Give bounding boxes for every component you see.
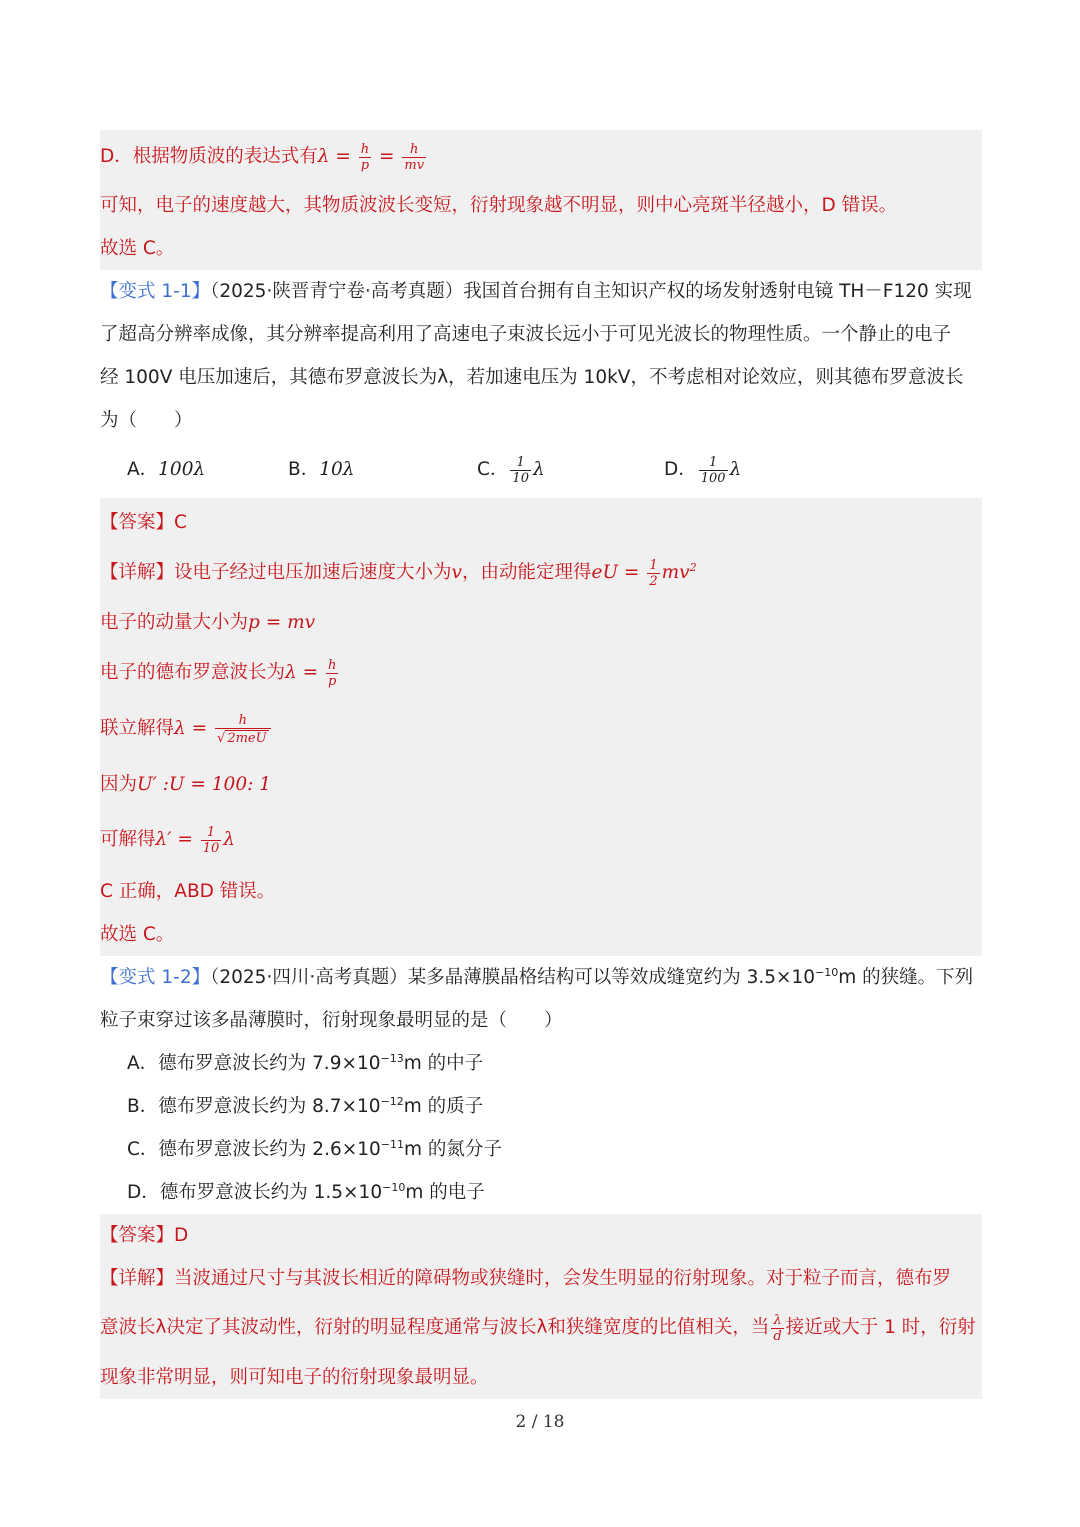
detail-label: 【详解】	[100, 1268, 175, 1289]
detail-line	[100, 598, 982, 648]
fraction-lambda-over-d	[771, 1314, 783, 1343]
lambda-symbol: λ	[317, 146, 330, 167]
numerator: 1	[649, 557, 658, 573]
answer-label: 【答案】	[100, 512, 175, 533]
option-fraction	[699, 456, 728, 485]
fraction-h-over-mv	[402, 143, 426, 172]
conclusion-line: 故选 C。	[100, 238, 175, 259]
answer-block-1-2	[100, 1214, 982, 1399]
math-expr: mv	[661, 562, 690, 583]
question-source: （2025·陕晋青宁卷·高考真题）	[210, 281, 464, 302]
question-stem-line: 经 100V 电压加速后，其德布罗意波长为λ，若加速电压为 10kV，不考虑相对论效应，则其德布罗意波长	[100, 367, 964, 388]
detail-text: 联立解得	[100, 718, 175, 739]
exponent: −10	[382, 1180, 406, 1194]
denominator: 100	[700, 470, 726, 486]
question-tag: 【变式 1-2】	[100, 967, 211, 988]
numerator: h	[402, 143, 426, 158]
math-expr: λ =	[174, 718, 214, 739]
fraction-one-half	[647, 559, 659, 588]
question-stem-line: 粒子束穿过该多晶薄膜时，衍射现象最明显的是（ ）	[100, 1010, 563, 1031]
question-text: m 的狭缝。下列	[838, 967, 974, 988]
sqrt-icon: √	[217, 730, 226, 746]
option-letter: D．	[127, 1182, 160, 1203]
denominator: 10	[202, 840, 220, 856]
option-letter: C．	[127, 1139, 159, 1160]
detail-text: 当波通过尺寸与其波长相近的障碍物或狭缝时，会发生明显的衍射现象。对于粒子而言，德布罗	[174, 1268, 952, 1289]
lambda-symbol: λ	[532, 459, 545, 480]
denominator: p	[360, 157, 370, 173]
denominator: d	[773, 1328, 782, 1344]
explanation-text: D．根据物质波的表达式有	[100, 146, 318, 167]
option-c	[477, 442, 545, 498]
numerator: 1	[699, 456, 728, 471]
detail-line	[100, 760, 982, 810]
detail-line	[100, 810, 982, 870]
equals-sign: =	[329, 146, 357, 167]
exponent: −12	[380, 1094, 404, 1108]
detail-text: 意波长λ决定了其波动性，衍射的明显程度通常与波长λ和狭缝宽度的比值相关，当	[100, 1317, 770, 1338]
option-letter: D．	[664, 459, 697, 480]
option-a	[100, 1042, 982, 1085]
option-letter: B．	[127, 1096, 159, 1117]
math-expr: λ′ =	[155, 829, 199, 850]
detail-line	[100, 648, 982, 698]
numerator: λ	[771, 1314, 783, 1329]
question-stem-line: 了超高分辨率成像，其分辨率提高利用了高速电子束波长远小于可见光波长的物理性质。一个静止的电子	[100, 324, 952, 345]
answer-line	[100, 1214, 982, 1257]
answer-label: 【答案】	[100, 1225, 175, 1246]
denominator	[215, 729, 271, 745]
fraction-one-tenth	[201, 826, 222, 855]
answer-options	[100, 442, 982, 498]
question-source: （2025·四川·高考真题）	[210, 967, 408, 988]
option-c	[100, 1128, 982, 1171]
detail-text: 设电子经过电压加速后速度大小为	[174, 562, 452, 583]
detail-text: 电子的动量大小为	[100, 612, 249, 633]
detail-text: 电子的德布罗意波长为	[100, 662, 286, 683]
option-d-explanation	[100, 130, 982, 184]
math-expr: eU	[591, 562, 619, 583]
answer-block-1-1	[100, 498, 982, 956]
option-value: 10λ	[319, 459, 355, 480]
detail-text: 因为	[100, 774, 138, 795]
detail-line	[100, 698, 982, 760]
question-stem-line: 为（ ）	[100, 410, 193, 431]
lambda-symbol: λ	[729, 459, 742, 480]
equals-sign: =	[373, 146, 401, 167]
lambda-symbol: λ	[223, 829, 235, 850]
exponent: −13	[380, 1051, 404, 1065]
detail-line	[100, 548, 982, 598]
denominator: 10	[512, 470, 529, 486]
numerator: 1	[201, 826, 222, 841]
equals-sign: =	[618, 562, 646, 583]
option-value: 100λ	[158, 459, 206, 480]
option-b	[100, 1085, 982, 1128]
numerator: h	[215, 714, 271, 729]
detail-line: 现象非常明显，则可知电子的衍射现象最明显。	[100, 1367, 489, 1388]
detail-text: 可解得	[100, 829, 156, 850]
previous-solution-block	[100, 130, 982, 270]
numerator: 1	[510, 456, 531, 471]
fraction-h-over-p	[326, 659, 338, 688]
detail-line	[100, 1300, 982, 1356]
math-expr: λ =	[285, 662, 325, 683]
question-text: 某多晶薄膜晶格结构可以等效成缝宽约为 3.5×10	[407, 967, 816, 988]
option-text: m 的质子	[403, 1096, 484, 1117]
conclusion-line: 故选 C。	[100, 924, 175, 945]
question-stem-line	[100, 956, 982, 999]
exponent: −10	[815, 965, 839, 979]
exponent: 2	[689, 560, 697, 574]
option-b	[288, 442, 354, 498]
page-number: 2 / 18	[515, 1412, 565, 1432]
numerator: h	[360, 141, 370, 157]
explanation-line: 可知，电子的速度越大，其物质波波长变短，衍射现象越不明显，则中心亮斑半径越小，D 错误。	[100, 195, 898, 216]
detail-text: 接近或大于 1 时，衍射	[785, 1317, 976, 1338]
option-a	[127, 442, 205, 498]
math-expr: p = mv	[248, 612, 316, 633]
option-text: 德布罗意波长约为 7.9×10	[158, 1053, 381, 1074]
option-fraction	[510, 456, 531, 485]
fraction-h-over-p	[359, 143, 371, 172]
option-letter: A．	[127, 459, 159, 480]
option-d	[100, 1171, 982, 1214]
detail-label: 【详解】	[100, 562, 175, 583]
answer-value: D	[174, 1225, 189, 1246]
math-var: v	[451, 562, 462, 583]
question-tag: 【变式 1-1】	[100, 281, 211, 302]
option-text: m 的中子	[403, 1053, 484, 1074]
answer-value: C	[174, 512, 187, 533]
fraction-sqrt	[215, 714, 271, 745]
math-expr: U′ :U = 100: 1	[137, 774, 271, 795]
option-text: 德布罗意波长约为 1.5×10	[159, 1182, 383, 1203]
question-1-1	[100, 270, 982, 956]
option-letter: A．	[127, 1053, 159, 1074]
option-text: m 的氮分子	[404, 1139, 502, 1160]
detail-line	[100, 1257, 982, 1300]
option-text: 德布罗意波长约为 2.6×10	[158, 1139, 381, 1160]
option-letter: B．	[288, 459, 320, 480]
denominator: p	[328, 673, 337, 689]
answer-line	[100, 498, 982, 548]
question-text: 我国首台拥有自主知识产权的场发射透射电镜 TH－F120 实现	[463, 281, 972, 302]
denominator: mv	[404, 157, 425, 173]
option-text: m 的电子	[405, 1182, 485, 1203]
denominator: 2	[649, 573, 658, 589]
detail-text: ，由动能定理得	[461, 562, 592, 583]
option-d	[664, 442, 741, 498]
question-stem-line	[100, 270, 982, 313]
document-page	[100, 130, 982, 1399]
option-letter: C．	[477, 459, 509, 480]
radicand: 2meU	[227, 730, 267, 746]
detail-line: C 正确，ABD 错误。	[100, 881, 276, 902]
option-text: 德布罗意波长约为 8.7×10	[158, 1096, 381, 1117]
question-1-2	[100, 956, 982, 1399]
exponent: −11	[380, 1137, 404, 1151]
numerator: h	[328, 657, 337, 673]
